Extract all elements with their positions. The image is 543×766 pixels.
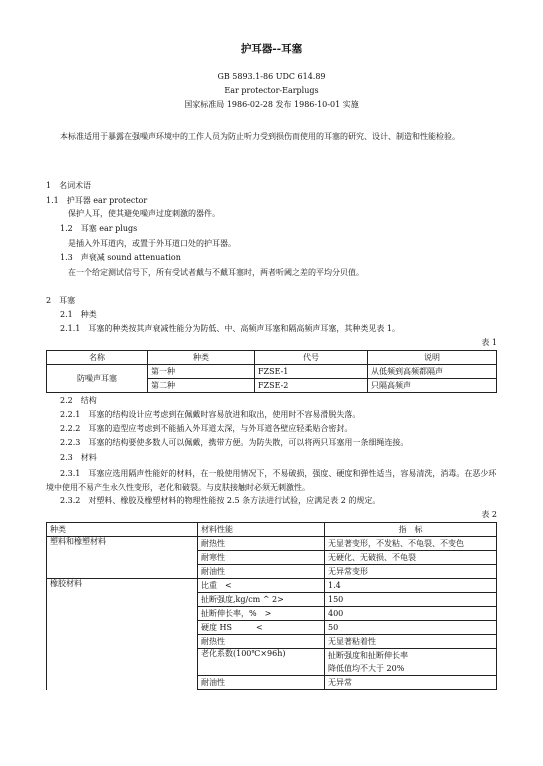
table-cell: FZSE-1 (255, 365, 368, 379)
table-cell: 1.4 (325, 579, 497, 593)
table-1-header-cell: 种类 (148, 351, 255, 365)
table-1-header-cell: 名称 (47, 351, 148, 365)
term-1-3-definition: 在一个给定测试信号下，所有受试者戴与不戴耳塞时，两者听阈之差的平均分贝值。 (68, 268, 364, 277)
term-1-3: 1.3 声衰减 sound attenuation (60, 253, 181, 262)
table-cell: 扯断伸长率，% > (198, 607, 325, 621)
table-2-header-cell: 材料性能 (198, 523, 325, 537)
issue-info: 国家标准局 1986-02-28 发布 1986-10-01 实施 (184, 100, 359, 109)
clause-2-3: 2.3 材料 (60, 453, 97, 462)
doc-title: 护耳器--耳塞 (240, 43, 303, 55)
term-1-1-definition: 保护人耳，使其避免噪声过度刺激的器件。 (68, 209, 220, 218)
table-cell: 第二种 (148, 379, 255, 393)
intro-paragraph: 本标准适用于暴露在强噪声环境中的工作人员为防止听力受到损伤而使用的耳塞的研究、设计、制造和性能检验。 (60, 132, 460, 141)
table-2-group-cell: 塑料和橡塑材料 (47, 537, 198, 579)
table-2-group-cell: 橡胶材料 (47, 579, 198, 690)
table-2-header-cell: 种类 (47, 523, 198, 537)
table-cell: 比重 < (198, 579, 325, 593)
table-cell: 只隔高频声 (368, 379, 497, 393)
term-1-1: 1.1 护耳器 ear protector (46, 196, 148, 205)
clause-2-2-1: 2.2.1 耳塞的结构设计应考虑到在佩戴时容易放进和取出，使用时不容易滑脱失落。 (60, 410, 361, 419)
clause-2-1-1: 2.1.1 耳塞的种类按其声衰减性能分为防低、中、高频声耳塞和隔高频声耳塞，其种类见表 1。 (60, 324, 400, 333)
table-cell: FZSE-2 (255, 379, 368, 393)
table-cell: 400 (325, 607, 497, 621)
english-title: Ear protector-Earplugs (224, 86, 319, 95)
table-cell: 硬度 HS < (198, 621, 325, 635)
table-cell: 扯断强度,kg/cm ^ 2> (198, 593, 325, 607)
table-1-header-cell: 说明 (368, 351, 497, 365)
standard-number: GB 5893.1-86 UDC 614.89 (217, 72, 326, 81)
clause-2-2: 2.2 结构 (60, 396, 97, 405)
table-cell: 老化系数(100℃×96h) (198, 649, 325, 676)
term-1-2-definition: 是插入外耳道内，或置于外耳道口处的护耳器。 (68, 239, 236, 248)
table-cell: 耐油性 (198, 676, 325, 690)
table-cell: 扯断强度和扯断伸长率 (325, 649, 497, 663)
clause-2-3-1: 2.3.1 耳塞应选用隔声性能好的材料，在一般使用情况下，不易破损，强度、硬度和弹性适当，容易清洗，消毒。在恶少环境中使用不易产生永久性变形，老化和破裂。与皮肤接触时必须无刺激性。 (46, 469, 497, 492)
table-cell: 无显著粘着性 (325, 635, 497, 649)
table-cell: 第一种 (148, 365, 255, 379)
table-row (47, 579, 497, 593)
table-cell: 耐热性 (198, 537, 325, 551)
table-1-caption: 表 1 (481, 338, 497, 347)
table-2-caption: 表 2 (481, 510, 497, 519)
table-cell: 无显著变形，不发粘、不龟裂、不变色 (325, 537, 497, 551)
table-cell: 耐热性 (198, 635, 325, 649)
table-1-header-row (47, 351, 497, 365)
clause-2-2-3: 2.2.3 耳塞的结构要使多数人可以佩戴，携带方便。为防失散，可以将两只耳塞用一条细绳连接。 (60, 438, 409, 447)
table-cell: 降低值均不大于 20% (325, 662, 497, 676)
clause-2-2-2: 2.2.2 耳塞的造型应考虑到不能插入外耳道太深，与外耳道各壁应轻柔贴合密封。 (60, 424, 353, 433)
clause-2-3-2: 2.3.2 对塑料、橡胶及橡塑材料的物理性能按 2.5 条方法进行试验，应满足表 2 的规定。 (60, 496, 381, 505)
section-1-heading: 1 名词术语 (46, 181, 92, 190)
section-2-heading: 2 耳塞 (46, 296, 76, 305)
table-2-header-cell: 指 标 (325, 523, 497, 537)
table-2-header-row (47, 523, 497, 537)
table-1-header-cell: 代号 (255, 351, 368, 365)
table-cell: 150 (325, 593, 497, 607)
table-cell: 耐油性 (198, 565, 325, 579)
table-cell: 耐寒性 (198, 551, 325, 565)
table-row (47, 365, 497, 379)
table-1-name-cell: 防噪声耳塞 (47, 365, 148, 393)
table-row (47, 537, 497, 551)
table-cell: 无硬化、无破损、不龟裂 (325, 551, 497, 565)
term-1-2: 1.2 耳塞 ear plugs (60, 224, 138, 233)
clause-2-1: 2.1 种类 (60, 310, 97, 319)
table-cell: 50 (325, 621, 497, 635)
table-cell: 无异常 (325, 676, 497, 690)
table-1 (46, 350, 497, 393)
table-cell: 无异常变形 (325, 565, 497, 579)
table-cell: 从低频到高频都隔声 (368, 365, 497, 379)
table-2 (46, 522, 497, 690)
